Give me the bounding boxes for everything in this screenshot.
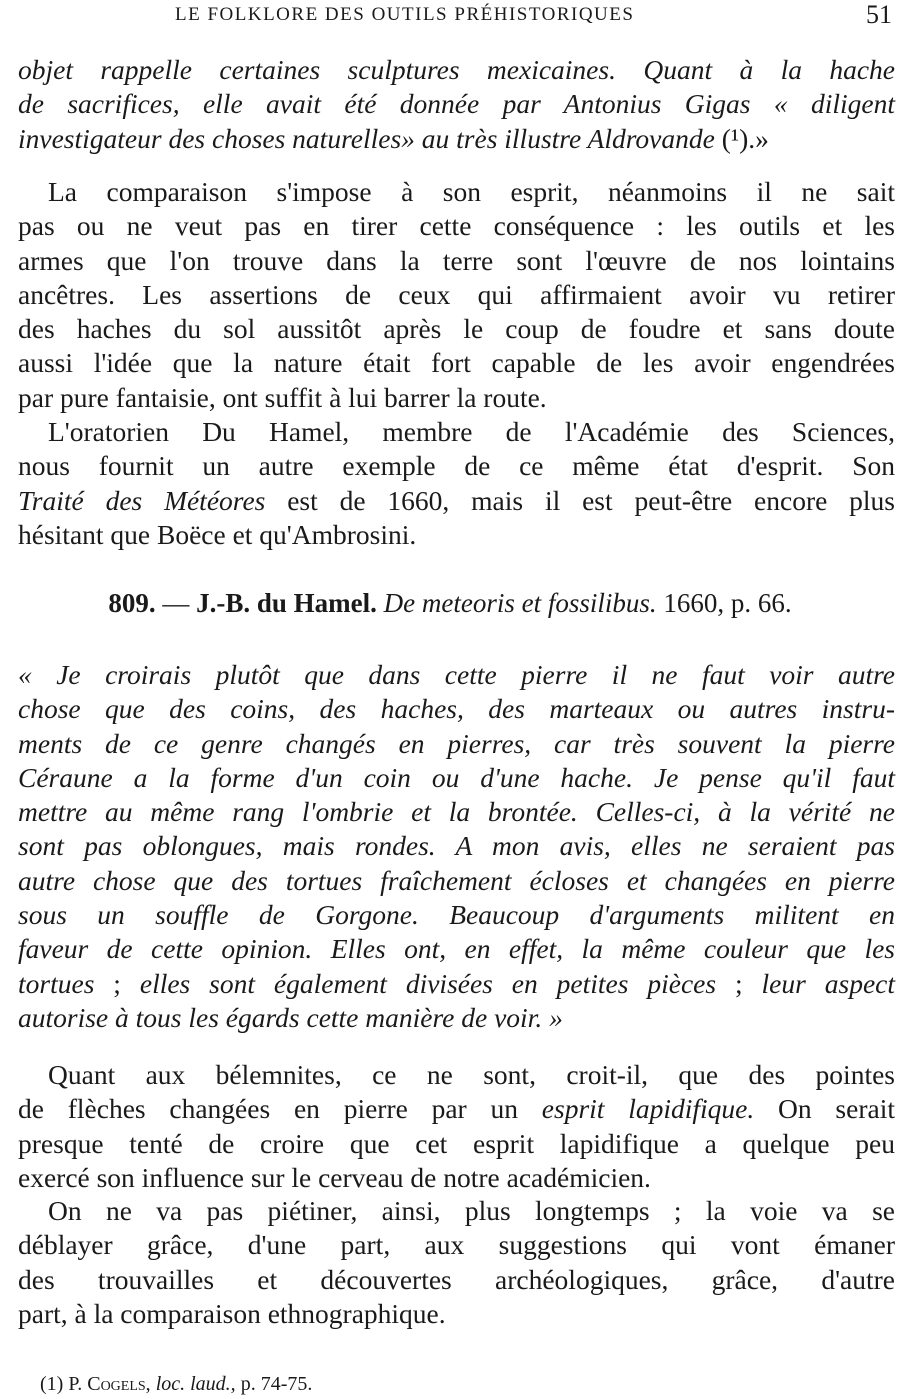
text-line: [18, 795, 895, 829]
text-segment: par pure fantaisie, ont suffit à lui barrer la route.: [18, 381, 547, 413]
text-segment: déblayer grâce, d'une part, aux suggestions qui vont émaner: [18, 1229, 895, 1261]
text-segment: « Je croirais plutôt que dans cette pierre il ne faut voir autre: [18, 659, 895, 690]
text-line: [18, 381, 895, 415]
text-line: [18, 864, 895, 898]
text-segment: ments de ce genre changés en pierres, car très souvent la pierre: [18, 727, 895, 759]
running-title: LE FOLKLORE DES OUTILS PRÉHISTORIQUES: [175, 4, 635, 25]
text-line: [18, 484, 895, 518]
text-segment: leur aspect: [761, 967, 896, 999]
text-line: [18, 415, 895, 449]
paragraph-oratorien: [18, 415, 895, 552]
footnote: [40, 1373, 312, 1396]
text-segment: On serait: [754, 1093, 895, 1125]
text-line: [18, 122, 895, 156]
text-segment: nous fournit un autre exemple de ce même état d'esprit. Son: [18, 450, 895, 482]
text-line: [18, 932, 895, 966]
text-segment: de sacrifices, elle avait été donnée par Antonius Gigas « diligent: [18, 88, 895, 120]
text-line: [18, 209, 895, 243]
text-line: [18, 53, 895, 87]
text-line: [18, 346, 895, 380]
text-line: [18, 312, 895, 346]
entry-title: De meteoris et fossilibus.: [376, 588, 657, 618]
text-segment: autre chose que des tortues fraîchement écloses et changées en pierre: [18, 864, 895, 896]
text-segment: On ne va pas piétiner, ainsi, plus longtemps ; la voie va se: [48, 1195, 895, 1226]
text-line: [18, 1297, 895, 1331]
text-line: [18, 175, 895, 209]
text-line: [18, 727, 895, 761]
footnote-pages: p. 74-75.: [235, 1373, 313, 1395]
entry-dash: —: [155, 588, 197, 618]
text-segment: mettre au même rang l'ombrie et la brontée. Celles-ci, à la vérité ne: [18, 796, 895, 828]
text-line: [18, 692, 895, 726]
text-segment: objet rappelle certaines sculptures mexicaines. Quant à la hache: [18, 54, 895, 85]
text-line: [18, 1228, 895, 1262]
text-line: [18, 278, 895, 312]
text-segment: autorise à tous les égards cette manière de voir. »: [18, 1001, 563, 1033]
text-segment: elles sont également divisées en petites pièces: [139, 967, 717, 999]
text-segment: de flèches changées en pierre par un: [18, 1093, 542, 1125]
text-line: [18, 1127, 895, 1161]
text-line: [18, 244, 895, 278]
text-line: [18, 829, 895, 863]
text-line: [18, 1058, 895, 1092]
text-line: [18, 1092, 895, 1126]
text-segment: presque tenté de croire que cet esprit lapidifique a quelque peu: [18, 1127, 895, 1159]
paragraph-quote-hamel: [18, 658, 895, 1035]
text-segment: Céraune a la forme d'un coin ou d'une hache. Je pense qu'il faut: [18, 761, 895, 793]
text-segment: aussi l'idée que la nature était fort capable de les avoir engendrées: [18, 347, 895, 379]
text-segment: investigateur des choses naturelles» au très illustre Aldrovande: [18, 122, 715, 154]
text-line: [18, 87, 895, 121]
text-line: [18, 761, 895, 795]
text-line: [18, 1194, 895, 1228]
text-segment: des trouvailles et découvertes archéologiques, grâce, d'autre: [18, 1263, 895, 1295]
text-segment: sous un souffle de Gorgone. Beaucoup d'arguments militent en: [18, 899, 895, 931]
text-line: [18, 1161, 895, 1195]
text-segment: Traité des Météores: [18, 484, 266, 516]
running-header: [0, 0, 900, 30]
text-line: [18, 449, 895, 483]
text-segment: L'oratorien Du Hamel, membre de l'Académie des Sciences,: [48, 416, 895, 447]
text-segment: hésitant que Boëce et qu'Ambrosini.: [18, 518, 417, 550]
text-line: [18, 658, 895, 692]
text-segment: exercé son influence sur le cerveau de notre académicien.: [18, 1161, 651, 1193]
text-line: [18, 898, 895, 932]
text-segment: armes que l'on trouve dans la terre sont l'œuvre de nos lointains: [18, 244, 895, 276]
text-segment: chose que des coins, des haches, des marteaux ou autres instru-: [18, 693, 895, 725]
text-segment: tortues: [18, 967, 95, 999]
text-segment: esprit lapidifique.: [541, 1093, 755, 1125]
entry-author: J.-B. du Hamel.: [196, 588, 377, 618]
paragraph-quote-end: [18, 53, 895, 156]
text-segment: ;: [716, 967, 762, 999]
text-segment: sont pas oblongues, mais rondes. A mon avis, elles ne seraient pas: [18, 830, 895, 862]
text-segment: des haches du sol aussitôt après le coup de foudre et sans doute: [18, 313, 895, 345]
text-line: [18, 1001, 895, 1035]
entry-number: 809.: [108, 588, 156, 618]
text-segment: La comparaison s'impose à son esprit, néanmoins il ne sait: [48, 176, 895, 207]
footnote-marker: (1) P.: [40, 1373, 88, 1395]
text-line: [18, 1263, 895, 1297]
paragraph-pietiner: [18, 1194, 895, 1331]
text-segment: est de 1660, mais il est peut-être encore plus: [265, 484, 895, 516]
text-segment: part, à la comparaison ethnographique.: [18, 1297, 446, 1329]
entry-date-page: 1660, p. 66.: [656, 588, 792, 618]
entry-heading: [0, 588, 900, 619]
paragraph-belemnites: [18, 1058, 895, 1195]
text-line: [18, 967, 895, 1001]
text-segment: Quant aux bélemnites, ce ne sont, croit-il, que des pointes: [48, 1059, 895, 1090]
text-segment: (¹).»: [714, 122, 769, 154]
text-line: [18, 518, 895, 552]
footnote-ref: loc. laud.,: [150, 1373, 236, 1395]
footnote-author: Cogels,: [87, 1373, 151, 1395]
text-segment: ancêtres. Les assertions de ceux qui affirmaient avoir vu retirer: [18, 278, 895, 310]
paragraph-comparaison: [18, 175, 895, 415]
text-segment: pas ou ne veut pas en tirer cette conséquence : les outils et les: [18, 210, 895, 242]
text-segment: ;: [94, 967, 140, 999]
text-segment: faveur de cette opinion. Elles ont, en effet, la même couleur que les: [18, 933, 895, 965]
page-number: 51: [866, 0, 892, 29]
